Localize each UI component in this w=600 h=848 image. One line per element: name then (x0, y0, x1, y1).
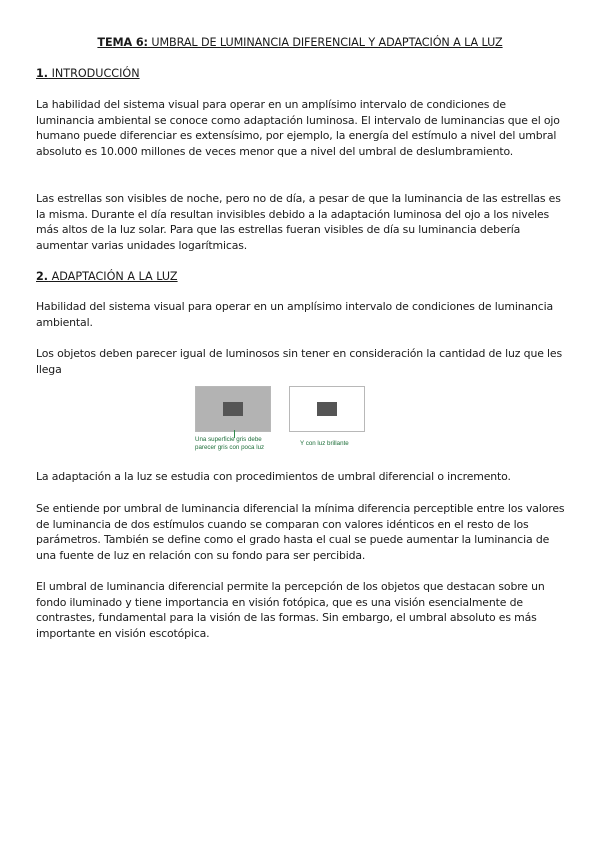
adaptation-paragraph-5: El umbral de luminancia diferencial permite la percepción de los objetos que destacan sobre un fondo iluminado y tiene importancia en visión fotópica, que es una visión esencialmente de contrastes, fundamental para la visión de las formas. Sin embargo, el umbral absoluto es más importante en visión escotópica. (36, 580, 545, 640)
dim-light-panel (195, 386, 271, 432)
gray-square-bright (317, 402, 337, 416)
section-2-title: ADAPTACIÓN A LA LUZ (48, 270, 178, 283)
section-1-heading (36, 67, 140, 80)
section-2-number: 2. (36, 270, 49, 283)
adaptation-paragraph-2: Los objetos deben parecer igual de luminosos sin tener en consideración la cantidad de luz que les llega (36, 347, 563, 376)
intro-paragraph-2: Las estrellas son visibles de noche, pero no de día, a pesar de que la luminancia de las estrellas es la misma. Durante el día resultan invisibles debido a la adaptación luminosa del ojo a los niveles más altos de la luz solar. Para que las estrellas fueran visibles de día su luminancia debería aumentar varias unidades logarítmicas. (36, 192, 561, 252)
title-label: TEMA 6: (97, 36, 148, 49)
section-1-title: INTRODUCCIÓN (48, 67, 140, 80)
intro-paragraph-1: La habilidad del sistema visual para operar en un amplísimo intervalo de condiciones de luminancia ambiental se conoce como adaptación luminosa. El intervalo de luminancias que el ojo humano puede diferenciar es extensísimo, por ejemplo, la energía del estímulo a nivel del umbral absoluto es 10.000 millones de veces menor que a nivel del umbral de deslumbramiento. (36, 98, 560, 158)
adaptation-paragraph-1: Habilidad del sistema visual para operar en un amplísimo intervalo de condiciones de luminancia ambiental. (36, 300, 553, 329)
section-1-number: 1. (36, 67, 49, 80)
bright-light-panel (289, 386, 365, 432)
bright-light-caption: Y con luz brillante (300, 440, 349, 447)
section-2-heading (36, 270, 178, 283)
adaptation-paragraph-4: Se entiende por umbral de luminancia diferencial la mínima diferencia perceptible entre los valores de luminancia de dos estímulos cuando se comparan con valores idénticos en el resto de los parámetros. También se define como el grado hasta el cual se puede aumentar la luminancia de una fuente de luz en relación con su fondo para ser percibida. (36, 502, 565, 562)
title-text: UMBRAL DE LUMINANCIA DIFERENCIAL Y ADAPTACIÓN A LA LUZ (147, 36, 503, 49)
adaptation-paragraph-3: La adaptación a la luz se estudia con procedimientos de umbral diferencial o incremento. (36, 470, 511, 483)
gray-square-dim (223, 402, 243, 416)
dim-light-caption: Una superficie gris debe parecer gris con poca luz (195, 436, 265, 451)
document-title (36, 36, 564, 49)
